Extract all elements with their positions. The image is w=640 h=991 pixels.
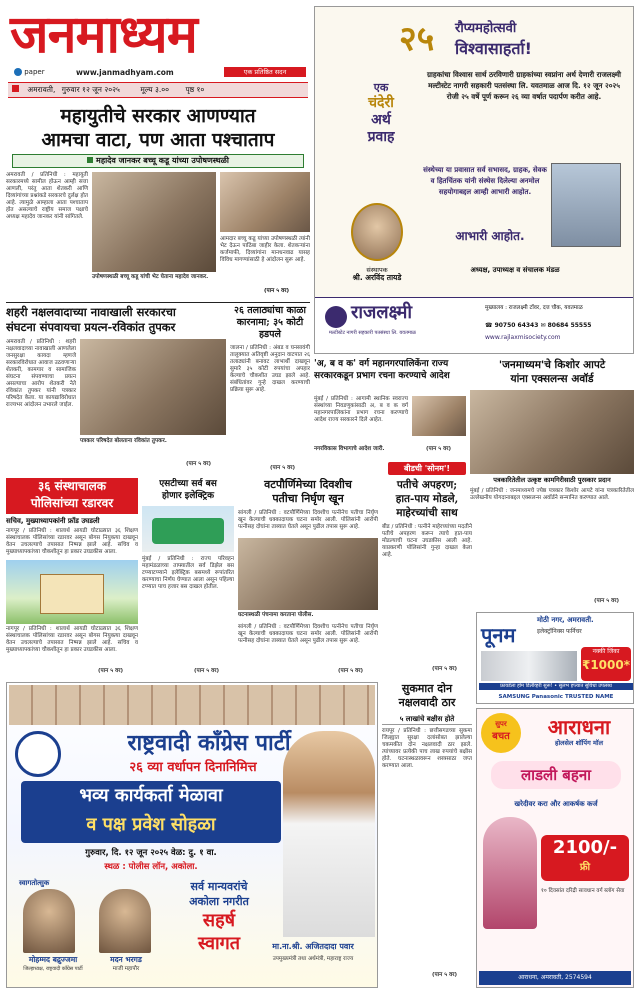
poonam-offer-badge: [581, 647, 631, 681]
story8-continued[interactable]: (पान ५ वर): [426, 446, 452, 452]
aradhana-price-box: [541, 835, 629, 881]
ncp-welcome-1: सर्व मान्यवरांचे: [190, 880, 248, 893]
lead-photo: [92, 172, 216, 272]
story2-headline-2: संघटना संपवायचा प्रयत्न-रविकांत तुपकर: [6, 320, 176, 334]
aradhana-price: 2100/-: [552, 837, 618, 858]
story6-body-2: सांगली / प्रतिनिधी : वटपौर्णिमेच्या दिवशीच पत्नीनेच पतीचा निर्घृण खून केल्याची धक्कादायक घटना समोर आली. पोलिसांनी आरोपी पत्नीसह दोघांना ताब्यात घेतले असून पुढील तपास सुरू आहे.: [238, 624, 378, 644]
story2-photo: [80, 339, 226, 435]
aradhana-address: आराधना, अमरावती, 2574594: [479, 971, 631, 985]
story6-photo: [238, 538, 378, 610]
dateline-city: अमरावती,: [27, 85, 56, 94]
story-tupkar: [6, 305, 226, 475]
lead-continued[interactable]: (पान ५ वर): [264, 288, 290, 294]
aradhana-offer: खरेदीवर करा और आकर्षक कर्ज: [514, 800, 598, 808]
story6-continued[interactable]: (पान ५ वर): [338, 668, 364, 674]
rajlaxmi-phone: ☎ 90750 64343 ✉ 80684 55555: [485, 322, 592, 329]
story-award: [470, 358, 634, 608]
rajlaxmi-brand-bar: [315, 297, 633, 353]
story2-body: अमरावती / प्रतिनिधी : शहरी नक्षलवादाच्या नावाखाली आणलेला जनसुरक्षा कायदा म्हणजे सरकारविरोधात आवाज उठवणाऱ्या शेतकरी, कामगार व सामाजिक संघटना संपवण्याचा प्रयत्न असल्याचा आरोप शेतकरी नेते रविकांत तुपकर यांनी पत्रकार परिषदेत केला. या कायद्याविरोधात राज्यभर आंदोलन उभारले जाईल.: [6, 339, 76, 408]
story4-headline-2: पोलिसांच्या रडारवर: [30, 496, 114, 510]
dateline-price: मूल्य ३.००: [140, 85, 170, 94]
founder-name: श्री. अरविंद तायडे: [352, 273, 402, 282]
ncp-person-2-role: माजी महापौर: [112, 966, 140, 972]
lead-body-col-1: अमरावती / प्रतिनिधी : महायुती सरकारमध्ये सामील होऊन आम्ही सत्ता आणली, परंतु आता शेतकरी आणि दिव्यांगांच्या प्रश्नांकडे सरकारचे दुर्लक्ष होत आहे. त्यामुळे आम्हाला आता पश्चाताप होत असल्याचे राष्ट्रीय समाज पक्षाचे अध्यक्ष महादेव जानकर यांनी सांगितले.: [6, 172, 88, 220]
epaper-badge: [14, 68, 45, 76]
aradhana-tag-1: सुपर: [495, 720, 507, 728]
dateline-pages: पृष्ठ १०: [185, 85, 205, 94]
story6-headline-2: पतीचा निर्घृण खून: [272, 492, 344, 505]
rajlaxmi-board: अध्यक्ष, उपाध्यक्ष व संचालक मंडळ: [470, 266, 560, 274]
ad-rajlaxmi: [314, 6, 634, 354]
story7-continued[interactable]: (पान ५ वर): [432, 666, 458, 672]
aradhana-promo: लाडली बहना: [491, 761, 621, 789]
story4-continued[interactable]: (पान ५ वर): [98, 668, 124, 674]
story8-body: मुंबई / प्रतिनिधी : आगामी स्थानिक स्वराज्य संस्थांच्या निवडणुकांसाठी अ, ब व क वर्ग महानगरपालिकांना प्रभाग रचना करण्याचे आदेश राज्य सरकारने दिले आहेत.: [314, 396, 408, 423]
slogan-line-2: चंदेरी: [368, 95, 394, 111]
aradhana-tag: [481, 713, 521, 753]
ncp-person-1-role: जिल्हाध्यक्ष, राष्ट्रवादी काँग्रेस पार्टी: [23, 966, 83, 972]
lead-photo-caption: उपोषणस्थळी बच्चू कडू यांची भेट घेताना महादेव जानकर.: [92, 274, 209, 280]
epaper-icon: [14, 68, 22, 76]
story6-body: सांगली / प्रतिनिधी : वटपौर्णिमेच्या दिवशीच पत्नीनेच पतीचा निर्घृण खून केल्याची धक्कादायक घटना समोर आली. पोलिसांनी आरोपी पत्नीसह दोघांना ताब्यात घेतले असून पुढील तपास सुरू आहे.: [238, 510, 378, 530]
story10-continued[interactable]: (पान ५ वर): [432, 972, 458, 978]
ebus-photo: [142, 506, 234, 552]
ad-aradhana[interactable]: [476, 708, 634, 988]
slogan-line-1: एक: [373, 81, 389, 94]
aradhana-title: आराधना: [547, 715, 611, 739]
ncp-person-2: मदन भरगड: [110, 955, 142, 964]
story3-headline: २६ तलाठ्यांचा काळा कारनामा; ३५ कोटी हडपले: [234, 305, 306, 340]
rajlaxmi-title: रौप्यमहोत्सवी: [455, 21, 517, 36]
poonam-sub: इलेक्ट्रॉनिक्स फर्निचर: [537, 628, 582, 635]
story5-body: मुंबई / प्रतिनिधी : राज्य परिवहन महामंडळाच्या ताफ्यातील सर्व डिझेल बस टप्प्याटप्प्याने इलेक्ट्रिक बसमध्ये रूपांतरित करण्याचा निर्णय घेण्यात आला असून पहिल्या टप्प्यात पाच हजार बस दाखल होतील.: [142, 556, 234, 590]
rajlaxmi-thanks: संस्थेच्या या प्रवासात सर्व सभासद, ग्राहक, सेवक व हितचिंतक यांनी संस्थेस दिलेल्या अनमोल सहयोगाबद्दल आम्ही आभारी आहोत.: [423, 166, 547, 196]
story4-body: नागपूर / प्रतिनिधी : शालार्थ आयडी घोटाळ्यात ३६ शिक्षण संस्थाचालक पोलिसांच्या रडारवर असून बोगस नियुक्त्या दाखवून वेतन उचलल्याचे तपासात निष्पन्न झाले आहे. सचिव व मुख्याध्यापकांच्या चौकशीतून हा प्रकार उघडकीस आला.: [6, 528, 138, 555]
ncp-event-2: व पक्ष प्रवेश सोहळा: [86, 814, 216, 835]
story5-headline-1: एसटीच्या सर्व बस: [159, 479, 217, 489]
rajlaxmi-building: [551, 163, 621, 247]
poonam-brands: SAMSUNG Panasonic TRUSTED NAME: [498, 694, 614, 700]
kicker-icon: [87, 157, 93, 163]
ncp-leaders-row: [9, 685, 375, 725]
story9-headline-2: यांना एक्सलन्स अवॉर्ड: [510, 373, 594, 385]
ncp-venue: स्थळ : पोलीस लॉन, अकोला.: [104, 862, 198, 872]
rajlaxmi-body: ग्राहकांचा विश्वास सार्थ ठरविणारी ग्राहकांच्या स्वप्नांना अर्थ देणारी राजलक्ष्मी मल्टीस्टेट नागरी सहकारी पतसंस्था लि. यवतमाळ आज दि. १२ जून २०२५ रोजी २५ वर्षे पूर्ण करून २६ व्या वर्षात पदार्पण करीत आहे.: [426, 70, 622, 101]
story7-body: बीड / प्रतिनिधी : पत्नीने माहेरच्यांच्या मदतीने पतीचे अपहरण करून त्याचे हात-पाय मोडल्याची घटना उघडकीस आली आहे. याप्रकरणी पोलिसांनी गुन्हा दाखल केला आहे.: [382, 524, 472, 558]
rajlaxmi-brand: राजलक्ष्मी: [351, 302, 413, 323]
story3-body: जालना / प्रतिनिधी : अंबड व घनसावंगी तालुक्यात अतिवृष्टी अनुदान वाटपात २६ तलाठ्यांनी बनावट लाभार्थी दाखवून सुमारे ३५ कोटी रुपयांचा अपहार केल्याचे चौकशीत उघड झाले आहे. संबंधितांवर गुन्हे दाखल करण्याची प्रक्रिया सुरू आहे.: [230, 345, 310, 393]
rajlaxmi-aabhari: आभारी आहोत.: [455, 229, 525, 243]
ncp-leader: मा.ना.श्री. अजितदादा पवार: [272, 942, 354, 951]
dateline-icon: [12, 85, 19, 92]
rajlaxmi-logo-icon: [325, 306, 347, 328]
lead-kicker: [12, 154, 304, 168]
rajlaxmi-subtitle: विश्वासाहर्ता!: [455, 39, 532, 58]
school-building-icon: [40, 574, 104, 614]
story4-headline-box: [6, 478, 138, 514]
story9-caption: पत्रकारितेतील उत्कृष्ट कामगिरीसाठी पुरस्कार प्रदान: [493, 476, 611, 484]
story2-continued[interactable]: (पान ५ वर): [186, 461, 212, 467]
aradhana-tag-2: बचत: [492, 731, 510, 742]
story10-headline-2: नक्षलवादी ठार: [398, 696, 456, 709]
poonam-brand: पूनम: [481, 623, 516, 647]
poonam-appliances: [481, 651, 577, 681]
story-ward-formation: [314, 358, 466, 458]
story2-headline-1: शहरी नक्षलवादाच्या नावाखाली सरकारचा: [6, 305, 176, 319]
lead-kicker-text: महादेव जानकर बच्चू कडू यांच्या उपोषणस्थळी: [96, 156, 229, 165]
story6-caption: घटनास्थळी पंचनामा करताना पोलीस.: [238, 612, 314, 618]
poonam-area: मोठी नगर, अमरावती.: [537, 616, 594, 624]
slogan-line-3: अर्थ: [371, 112, 391, 128]
ncp-leader-role: उपमुख्यमंत्री तथा अर्थमंत्री, महाराष्ट्र राज्य: [272, 956, 354, 962]
story9-body: मुंबई / प्रतिनिधी : जनमाध्यमचे ज्येष्ठ पत्रकार किशोर आपटे यांना पत्रकारितेतील उल्लेखनीय योगदानाबद्दल एक्सलन्स अवॉर्डने सन्मानित करण्यात आले.: [470, 488, 634, 501]
ncp-person-2-photo: [99, 889, 151, 953]
poonam-offer-label: नक्की जिंका: [592, 648, 620, 655]
aradhana-model: [483, 817, 537, 929]
aradhana-sub: होलसेल शॉपिंग मॉल: [555, 739, 603, 747]
ncp-event-banner: [21, 781, 281, 843]
story-talathi: [230, 305, 310, 475]
masthead-dateline: [8, 82, 308, 98]
lead-headline-1: महायुतीचे सरकार आणण्यात: [60, 105, 256, 127]
story7-headline-1: पतीचे अपहरण;: [396, 479, 458, 491]
ncp-person-1-photo: [23, 889, 75, 953]
story-beed: [382, 462, 472, 678]
divider: [6, 302, 310, 303]
masthead-website[interactable]: www.janmadhyam.com: [76, 68, 174, 77]
story5-continued[interactable]: (पान ५ वर): [194, 668, 220, 674]
ncp-welcome-label: स्वागतोत्सुक: [19, 879, 50, 887]
ncp-party: राष्ट्रवादी काँग्रेस पार्टी: [127, 730, 291, 756]
story10-body: रायपूर / प्रतिनिधी : छत्तीसगडच्या सुकमा जिल्ह्यात सुरक्षा दलांसोबत झालेल्या चकमकीत दोन नक्षलवादी ठार झाले. त्यांच्यावर प्रत्येकी पाच लाख रुपयांचे बक्षीस होते. घटनास्थळावरून शस्त्रसाठा जप्त करण्यात आला.: [382, 728, 472, 769]
rajlaxmi-address: मुख्यालय : राजलक्ष्मी टॉवर, दत्त चौक, यवतमाळ: [485, 305, 583, 311]
story10-kicker: ५ लाखांचे बक्षीस होते: [382, 714, 472, 725]
ncp-person-1: मोहम्मद बद्रुज्जमा: [28, 955, 78, 964]
dateline-date: गुरुवार १२ जून २०२५: [61, 85, 120, 94]
story-vatpurnima: [238, 478, 378, 678]
story7-tag: बीडची 'सोनम'!: [388, 462, 466, 475]
story10-headline-1: सुकमात दोन: [401, 682, 453, 695]
story8-caption: नगरविकास विभागाचे आदेश जारी.: [314, 446, 385, 452]
masthead: [6, 4, 310, 102]
masthead-tagline: एक प्रतिष्ठित सदन: [224, 67, 306, 77]
ncp-welcome-2: अकोला नगरीत: [189, 895, 249, 908]
poonam-footer: फ्रायडेला होम डिलीव्हरी सुरू! • सुलभ हप्त्यात सुविधा उपलब्ध: [479, 683, 633, 690]
lead-body-col-3: आमदार बच्चू कडू यांच्या उपोषणस्थळी त्यांनी भेट देऊन पाठिंबा जाहीर केला. शेतकऱ्यांना कर्जमाफी, दिव्यांगांना मानधनवाढ यासह विविध मागण्यांसाठी हे आंदोलन सुरू आहे.: [220, 236, 310, 263]
bus-icon: [152, 518, 224, 544]
story4-illustration: [6, 560, 138, 624]
aradhana-price-label: फ्री: [579, 862, 591, 873]
rajlaxmi-slogan: [343, 81, 419, 146]
story2-caption: पत्रकार परिषदेत बोलताना रविकांत तुपकर.: [80, 438, 167, 444]
story8-headline: 'अ, ब व क' वर्ग महानगरपालिकेंना राज्य सरकारकडून प्रभाग रचना करण्याचे आदेश: [314, 359, 450, 381]
lead-headline-2: आमचा वाटा, पण आता पश्चाताप: [41, 129, 275, 151]
aradhana-note: १० दिवसांत दरिद्री सावधान वर्ग ब्लॉग सेवा: [541, 888, 625, 894]
rajlaxmi-brand-sub: मल्टीस्टेट नागरी सहकारी पतसंस्था लि. यवतमाळ: [329, 330, 416, 336]
ncp-leader-photo: [283, 731, 375, 937]
story-ebus: [142, 478, 234, 678]
ncp-event-1: भव्य कार्यकर्ता मेळावा: [79, 785, 223, 806]
story9-photo: [470, 390, 634, 474]
ncp-welcome-4: स्वागत: [197, 933, 241, 954]
story8-photo: [412, 396, 466, 436]
story3-continued[interactable]: (पान ५ वर): [270, 465, 296, 471]
story9-continued[interactable]: (पान ५ वर): [594, 598, 620, 604]
story9-headline-1: 'जनमाध्यम'चे किशोर आपटे: [498, 359, 606, 371]
story7-headline-3: माहेरच्यांची साथ: [396, 507, 458, 519]
lead-story: [6, 104, 310, 300]
ncp-welcome-3: सहर्ष: [202, 910, 236, 931]
slogan-line-4: प्रवाह: [367, 129, 395, 145]
story-sanstha: [6, 478, 138, 678]
poonam-offer: ₹1000*: [581, 658, 631, 672]
story4-kicker: सचिव, मुख्याध्यापकांनी फ्रॉड उघडली: [6, 517, 100, 525]
story4-body-2: नागपूर / प्रतिनिधी : शालार्थ आयडी घोटाळ्यात ३६ शिक्षण संस्थाचालक पोलिसांच्या रडारवर असून बोगस नियुक्त्या दाखवून वेतन उचलल्याचे तपासात निष्पन्न झाले आहे. सचिव व मुख्याध्यापकांच्या चौकशीतून हा प्रकार उघडकीस आला.: [6, 626, 138, 653]
story7-headline-2: हात-पाय मोडले,: [395, 493, 459, 505]
lead-photo-2: [220, 172, 310, 232]
ad-ncp: [6, 682, 378, 988]
story6-headline-1: वटपौर्णिमेच्या दिवशीच: [264, 478, 352, 491]
epaper-label: paper: [24, 68, 45, 76]
ad-poonam[interactable]: [476, 612, 634, 704]
story4-headline-1: ३६ संस्थाचालक: [37, 479, 107, 493]
story-sukma: [382, 682, 472, 987]
story5-headline-2: होणार इलेक्ट्रिक: [162, 491, 214, 501]
ncp-datetime: गुरुवार, दि. १२ जून २०२५ वेळ: दु. १ वा.: [85, 848, 217, 858]
ncp-occasion: २६ व्या वर्धापन दिनानिमित्त: [129, 760, 257, 775]
founder-role: संस्थापक: [366, 266, 388, 274]
founder-photo: [351, 203, 403, 261]
masthead-title: जनमाध्यम: [10, 4, 197, 65]
rajlaxmi-number: २५: [399, 19, 435, 59]
rajlaxmi-web[interactable]: www.rajlaxmisociety.com: [485, 334, 561, 341]
